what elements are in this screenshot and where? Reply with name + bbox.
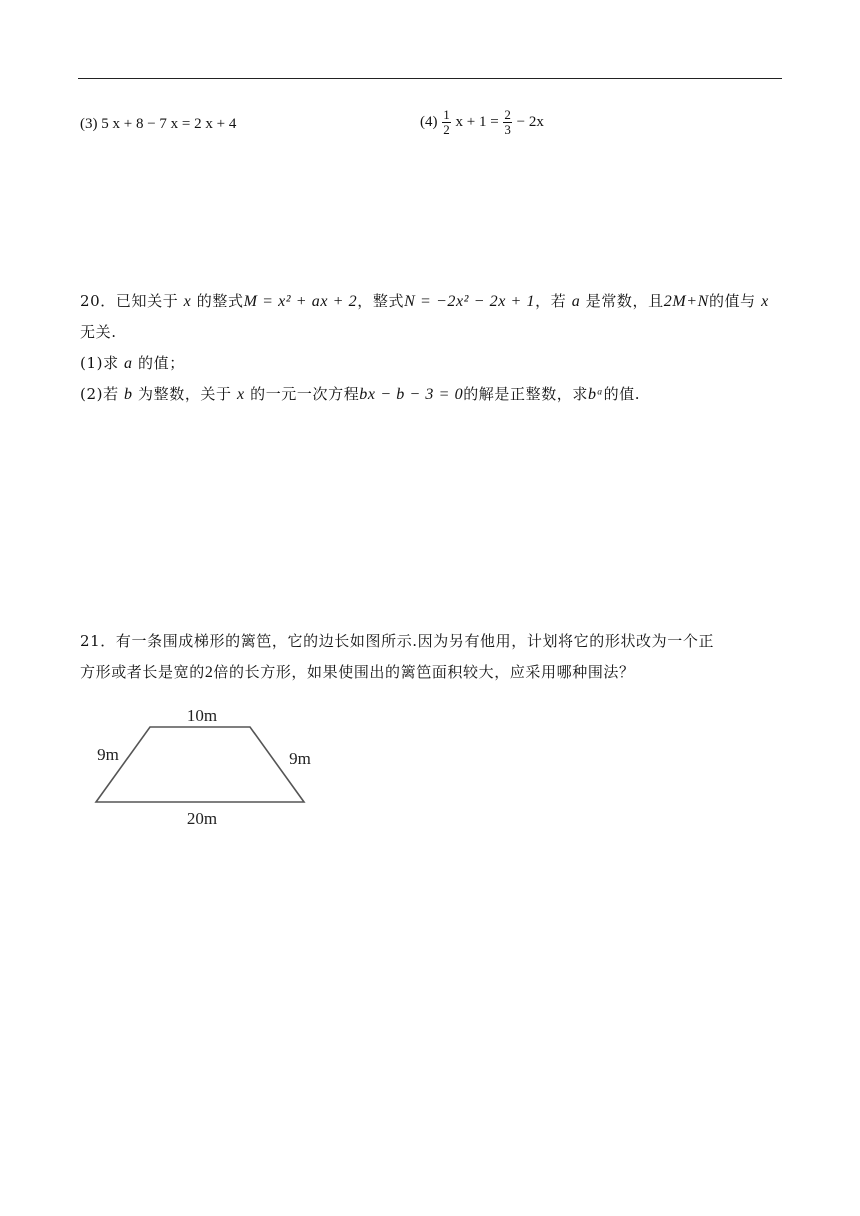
trapezoid-shape <box>96 727 304 802</box>
right-side-label: 9m <box>289 749 311 768</box>
expression-b-power-a: bᵃ <box>588 386 604 403</box>
equation-4-label: (4) <box>420 114 438 130</box>
question-20: 20．已知关于 x 的整式M = x² + ax + 2，整式N = −2x² − 2x + 1，若 a 是常数，且2M+N的值与 x 无关. (1)求 a 的值； (2)若 b 为整数，关于 x 的一元一次方程bx − b − 3 = 0的解是正整数，求bᵃ的值. <box>80 292 769 403</box>
top-side-label: 10m <box>186 706 218 725</box>
expression-M: M = x² + ax + 2 <box>243 293 358 310</box>
expression-N: N = −2x² − 2x + 1 <box>404 293 536 310</box>
equation-3-label: (3) <box>80 116 98 132</box>
left-side-label: 9m <box>97 745 119 764</box>
equation-3 <box>80 116 236 133</box>
equation-4-middle: x + 1 = <box>455 114 499 130</box>
part-2: (2)若 b 为整数，关于 x 的一元一次方程bx − b − 3 = 0的解是正整数，求bᵃ的值. <box>80 385 641 403</box>
equation-4 <box>420 108 544 137</box>
expression-2M-plus-N: 2M+N <box>663 293 709 310</box>
bottom-side-label: 20m <box>186 809 218 828</box>
equation-4-tail: − 2x <box>516 114 544 130</box>
question-21-number: 21． <box>80 632 116 650</box>
trapezoid-figure <box>88 700 328 830</box>
equation-3-expression: 5 x + 8 − 7 x = 2 x + 4 <box>101 116 237 132</box>
question-21: 21．有一条围成梯形的篱笆，它的边长如图所示.因为另有他用，计划将它的形状改为一个正 方形或者长是宽的2倍的长方形，如果使围出的篱笆面积较大，应采用哪种围法？ <box>80 632 715 681</box>
question-20-number: 20． <box>80 292 116 310</box>
header-rule <box>78 78 782 79</box>
part-1: (1)求 a 的值； <box>80 354 185 372</box>
equation-linear: bx − b − 3 = 0 <box>359 386 464 403</box>
fraction-two-thirds: $\frac{2}{3}$ <box>504 107 511 137</box>
fraction-one-half: $\frac{1}{2}$ <box>443 107 450 137</box>
